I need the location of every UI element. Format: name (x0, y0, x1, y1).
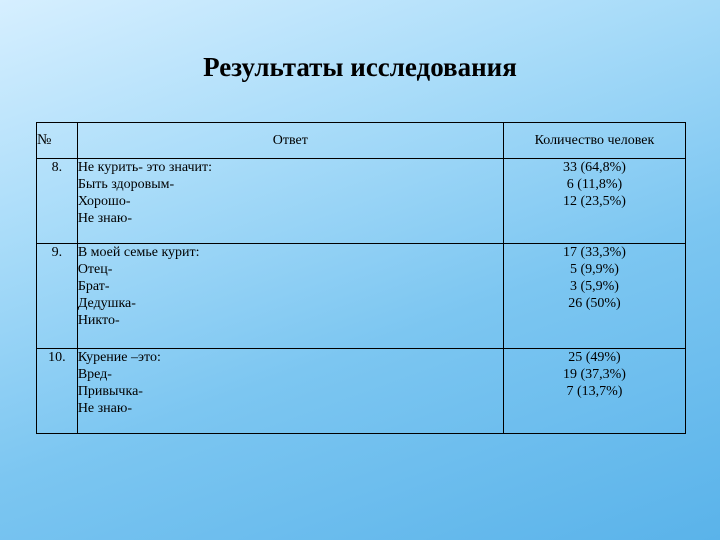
answer-option: Вред- (77, 367, 112, 382)
count-value: 19 (37,3%) (562, 367, 626, 382)
answer-option: Дедушка- (77, 296, 136, 311)
table-row (37, 349, 686, 434)
count-value: 3 (5,9%) (569, 279, 619, 294)
header-answer: Ответ (77, 123, 503, 159)
count-cell (503, 349, 685, 434)
answer-option: Хорошо- (77, 194, 131, 209)
answer-cell (77, 244, 503, 349)
row-number: 10. (37, 349, 78, 434)
question-text: Не курить- это значит: (77, 160, 213, 175)
count-value: 26 (50%) (568, 296, 621, 311)
count-value: 12 (23,5%) (562, 194, 626, 209)
answer-option: Отец- (77, 262, 113, 277)
table-header-row (37, 123, 686, 159)
table-row (37, 244, 686, 349)
answer-option: Никто- (77, 313, 120, 328)
question-text: Курение –это: (77, 350, 161, 365)
page-title: Результаты исследования (203, 52, 517, 82)
count-value: 5 (9,9%) (569, 262, 619, 277)
count-value: 7 (13,7%) (566, 384, 623, 399)
count-value: 17 (33,3%) (562, 245, 626, 260)
answer-option: Привычка- (77, 384, 143, 399)
header-count: Количество человек (503, 123, 685, 159)
table-row (37, 159, 686, 244)
row-number: 8. (37, 159, 78, 244)
count-value: 6 (11,8%) (566, 177, 623, 192)
answer-cell (77, 349, 503, 434)
row-number: 9. (37, 244, 78, 349)
count-cell (503, 159, 685, 244)
count-value: 33 (64,8%) (562, 160, 626, 175)
answer-option: Брат- (77, 279, 110, 294)
answer-option: Быть здоровым- (77, 177, 175, 192)
answer-option: Не знаю- (77, 401, 132, 416)
header-number: № (37, 123, 78, 159)
count-cell (503, 244, 685, 349)
answer-cell (77, 159, 503, 244)
count-value: 25 (49%) (568, 350, 621, 365)
results-table (36, 122, 686, 434)
answer-option: Не знаю- (77, 211, 132, 226)
question-text: В моей семье курит: (77, 245, 200, 260)
